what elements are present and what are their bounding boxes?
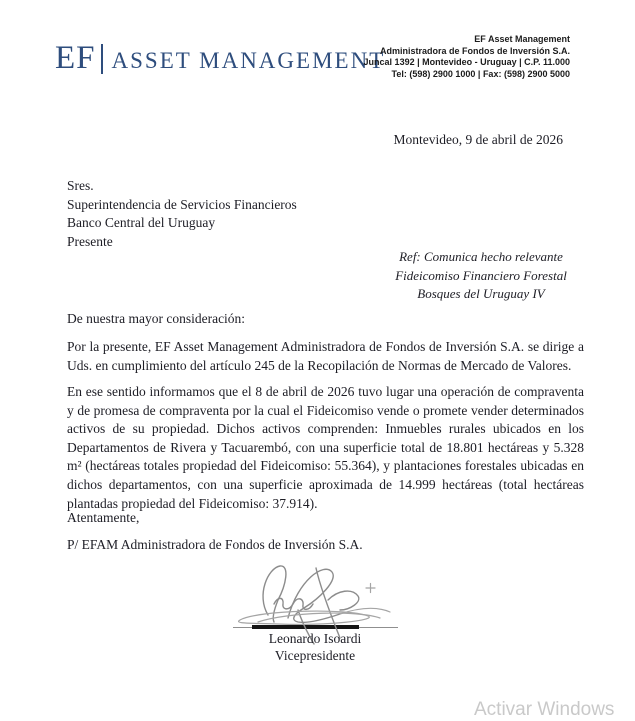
recipient-line: Banco Central del Uruguay [67, 215, 216, 230]
reference-line: Ref: Comunica hecho relevante [399, 249, 563, 264]
recipient-block [67, 177, 297, 251]
letterhead-line: Juncal 1392 | Montevideo - Uruguay | C.P. 11.000 [363, 57, 570, 67]
closing: Atentamente, [67, 510, 140, 525]
recipient-line: Presente [67, 233, 113, 249]
signatory-company: P/ EFAM Administradora de Fondos de Inversión S.A. [67, 537, 363, 552]
letterhead-line: Tel: (598) 2900 1000 | Fax: (598) 2900 5000 [391, 68, 570, 79]
reference-line: Bosques del Uruguay IV [417, 286, 545, 301]
letterhead-address-block [364, 34, 570, 80]
signer-title: Vicepresidente [274, 648, 356, 663]
recipient-line: Sres. [67, 178, 94, 193]
signer-name: Leonardo Isoardi [268, 631, 362, 646]
letterhead-line: EF Asset Management [474, 34, 570, 44]
windows-activation-watermark: Activar Windows [474, 699, 615, 720]
recipient-line: Superintendencia de Servicios Financieros [67, 196, 297, 212]
company-logo [55, 42, 385, 75]
logo-divider [101, 44, 103, 74]
logo-monogram: EF [55, 40, 96, 76]
salutation: De nuestra mayor consideración: [67, 311, 246, 326]
letterhead-line: Administradora de Fondos de Inversión S.A. [379, 45, 570, 56]
reference-line: Fideicomiso Financiero Forestal [395, 267, 567, 283]
date-line: Montevideo, 9 de abril de 2026 [393, 132, 563, 147]
logo-wordmark: ASSET MANAGEMENT [111, 48, 386, 73]
body-paragraph-2: En ese sentido informamos que el 8 de abril de 2026 tuvo lugar una operación de compraventa y de promesa de compraventa por la cual el Fideicomiso vende o promete vender determinados activos de su propiedad. Dichos activos comprenden: Inmuebles rurales ubicados en los Departamentos de Rivera y Tacuarembó, con una superficie total de 18.801 hectáreas y 5.328 m² (hectáreas totales propiedad del Fideicomiso: 55.364), y plantaciones forestales ubicadas en dichos departamentos, con una superficie aproximada de 14.999 hectáreas (total hectáreas plantadas propiedad del Fideicomiso: 37.914). [67, 384, 584, 511]
reference-block [385, 248, 577, 304]
body-paragraph-1: Por la presente, EF Asset Management Administradora de Fondos de Inversión S.A. se dirige a Uds. en cumplimiento del artículo 245 de la Recopilación de Normas de Mercado de Valores. [67, 339, 584, 373]
